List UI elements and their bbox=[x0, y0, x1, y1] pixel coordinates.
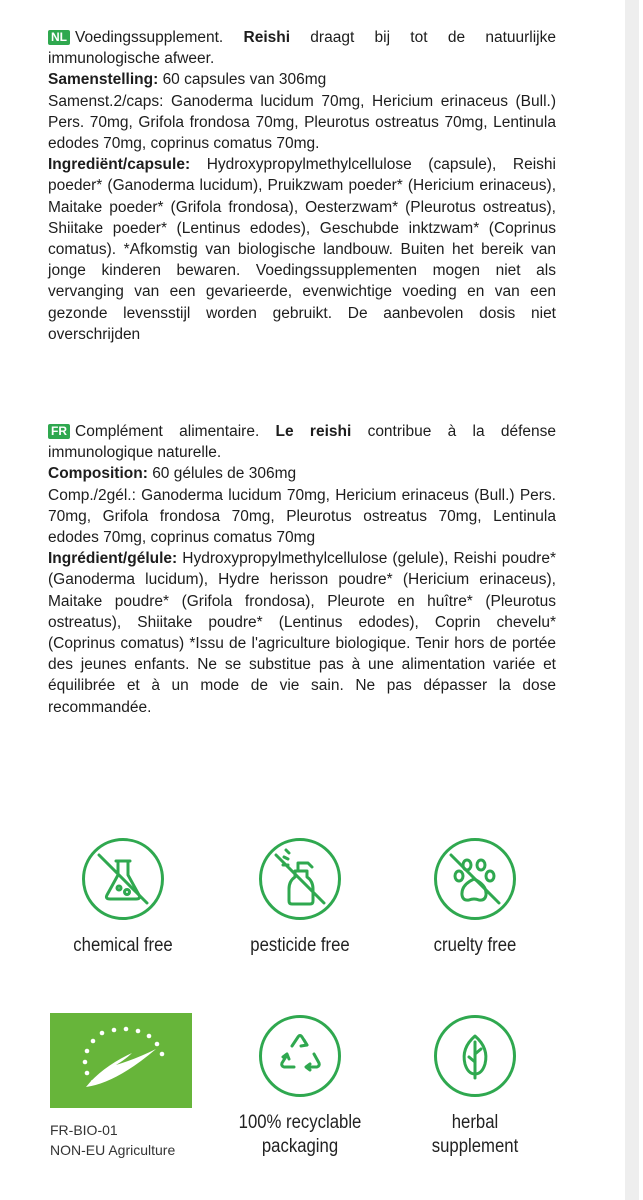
recyclable-line-2: packaging bbox=[261, 1136, 339, 1157]
fr-intro-text: Complément alimentaire. bbox=[75, 423, 260, 440]
cruelty-free-icon bbox=[434, 838, 516, 920]
nl-composition-label: Samenstelling: bbox=[48, 71, 159, 89]
organic-code: FR-BIO-01 bbox=[50, 1122, 118, 1138]
fr-intro bbox=[48, 421, 556, 463]
fr-composition bbox=[48, 463, 556, 484]
nl-intro bbox=[48, 27, 556, 69]
chemical-free-icon bbox=[82, 838, 164, 920]
nl-product-name: Reishi bbox=[243, 29, 291, 46]
nl-composition bbox=[48, 69, 556, 90]
nl-ingredients-value: Hydroxypropylmethylcellulose (capsule), Reishi poeder* (Ganoderma lucidum), Pruikzwam poeder* (Hericium erinaceus), Maitake poeder* (Grifola frondosa), Oesterzwam* (Pleurotus ostreatus), Shiitake poeder* (Lentinus edodes), Geschubde inktzwam* (Coprinus comatus). *Afkomstig van biologische landbouw. Buiten het bereik van jonge kinderen bewaren. Voedingssupplementen mogen niet als vervanging van een gevarieerde, evenwichtige voeding en van een gezonde levensstijl worden gebruikt. De aanbevolen dosis niet overschrijden bbox=[48, 156, 556, 343]
pesticide-free-badge bbox=[225, 838, 375, 958]
leaf-icon bbox=[434, 1015, 516, 1097]
pesticide-free-icon bbox=[259, 838, 341, 920]
nl-ingredients bbox=[48, 154, 556, 345]
recyclable-badge bbox=[225, 1015, 375, 1159]
fr-ingredients-label: Ingrédient/gélule: bbox=[48, 550, 178, 568]
recycle-icon bbox=[259, 1015, 341, 1097]
nl-language-badge: NL bbox=[48, 30, 70, 45]
cruelty-free-badge bbox=[400, 838, 550, 958]
fr-section bbox=[48, 421, 556, 718]
recyclable-line-1: 100% recyclable bbox=[238, 1112, 362, 1133]
chemical-free-label: chemical free bbox=[73, 935, 173, 956]
fr-language-badge: FR bbox=[48, 424, 70, 439]
organic-certification bbox=[50, 1120, 175, 1160]
fr-ingredients bbox=[48, 548, 556, 718]
fr-intro-rest: contribue à la défense immunologique naturelle. bbox=[48, 423, 557, 462]
fr-product-name: Le reishi bbox=[275, 423, 352, 440]
nl-intro-rest: draagt bij tot de natuurlijke immunologische afweer. bbox=[48, 29, 556, 68]
fr-ingredients-value: Hydroxypropylmethylcellulose (gelule), Reishi poudre* (Ganoderma lucidum), Hydre herisson poudre* (Hericium erinaceus), Maitake poudre* (Grifola frondosa), Pleurote en huître* (Pleurotus ostreatus), Shiitake poudre* (Lentinus edodes), Coprin chevelu* (Coprinus comatus) *Issu de l'agriculture biologique. Tenir hors de portée des jeunes enfants. Ne se substitue pas à une alimentation variée et équilibrée et à un mode de vie sain. Ne pas dépasser la dose recommandée. bbox=[48, 550, 556, 716]
herbal-line-2: supplement bbox=[431, 1136, 519, 1157]
nl-section bbox=[48, 27, 556, 345]
cruelty-free-label: cruelty free bbox=[433, 935, 517, 956]
nl-intro-text: Voedingssupplement. bbox=[75, 29, 224, 46]
pesticide-free-label: pesticide free bbox=[250, 935, 350, 956]
fr-per-capsule: Comp./2gél.: Ganoderma lucidum 70mg, Hericium erinaceus (Bull.) Pers. 70mg, Grifola frondosa 70mg, Pleurotus ostreatus 70mg, Lentinula edodes 70mg, coprinus comatus 70mg bbox=[48, 486, 556, 547]
fr-composition-value: 60 gélules de 306mg bbox=[152, 465, 297, 483]
nl-ingredients-label: Ingrediënt/capsule: bbox=[48, 156, 191, 174]
nl-composition-value: 60 capsules van 306mg bbox=[162, 71, 327, 89]
recyclable-label bbox=[234, 1111, 366, 1159]
herbal-badge bbox=[400, 1015, 550, 1159]
nl-per-capsule: Samenst.2/caps: Ganoderma lucidum 70mg, Hericium erinaceus (Bull.) Pers. 70mg, Grifola frondosa 70mg, Pleurotus ostreatus 70mg, Lentinula edodes 70mg, coprinus comatus 70mg. bbox=[48, 92, 556, 153]
fr-composition-label: Composition: bbox=[48, 465, 148, 483]
eu-organic-logo bbox=[50, 1013, 192, 1108]
herbal-label bbox=[409, 1111, 541, 1159]
organic-origin: NON-EU Agriculture bbox=[50, 1142, 176, 1158]
chemical-free-badge bbox=[48, 838, 198, 958]
herbal-line-1: herbal bbox=[451, 1112, 499, 1133]
